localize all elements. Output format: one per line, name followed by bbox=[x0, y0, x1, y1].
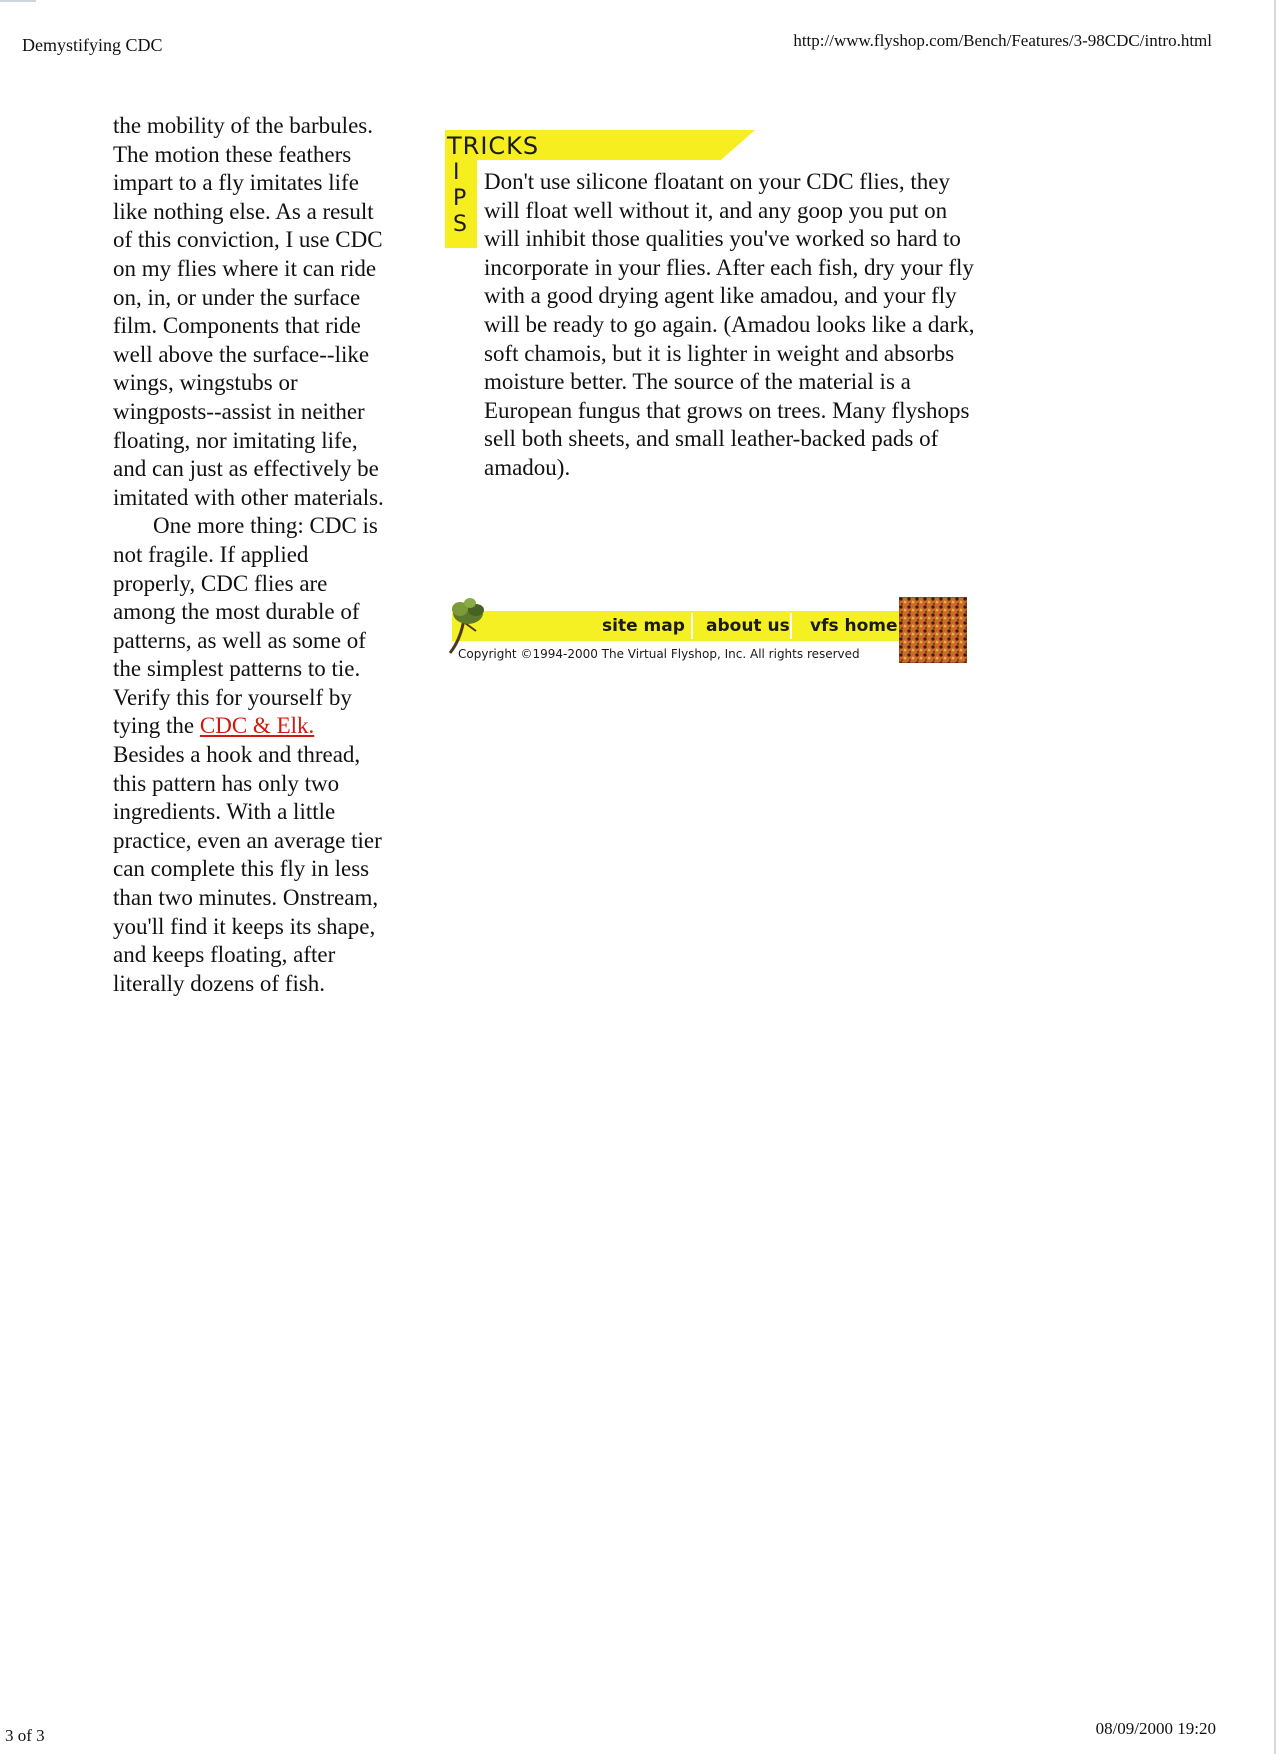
tips-letter-p: P bbox=[453, 186, 467, 211]
page-edge-top bbox=[0, 0, 36, 2]
footer-datetime: 08/09/2000 19:20 bbox=[1095, 1719, 1216, 1738]
article-paragraph-2-start: One more thing: CDC is not fragile. If applied properly, CDC flies are among the most durable of patterns, as well as some of the simplest patterns to tie. Verify this for yourself by tying the bbox=[113, 513, 378, 739]
fly-pattern-thumbnail[interactable] bbox=[899, 597, 967, 663]
nav-vfs-home-link[interactable]: vfs home bbox=[810, 616, 898, 636]
tips-text: Don't use silicone floatant on your CDC flies, they will float well without it, and any goop you put on will inhibit those qualities you've worked so hard to incorporate in your flies. After each fish, dry your fly with a good drying agent like amadou, and your fly will be ready to go again. (Amadou looks like a dark, soft chamois, but it is lighter in weight and absorbs moisture better. The source of the material is a European fungus that grows on trees. Many flyshops sell both sheets, and small leather-backed pads of amadou). bbox=[484, 169, 975, 480]
nav-about-us-link[interactable]: about us bbox=[706, 616, 790, 636]
nav-separator bbox=[691, 613, 693, 639]
nav-separator bbox=[790, 613, 792, 639]
tree-logo-icon bbox=[442, 595, 496, 655]
article-column bbox=[113, 112, 385, 998]
footer-page-number: 3 of 3 bbox=[5, 1726, 45, 1745]
nav-site-map-link[interactable]: site map bbox=[602, 616, 685, 636]
header-title: Demystifying CDC bbox=[22, 35, 163, 55]
article-paragraph-2 bbox=[113, 512, 385, 998]
tips-letter-i: I bbox=[453, 160, 460, 185]
site-navigation-bar bbox=[442, 595, 970, 667]
copyright-notice: Copyright ©1994-2000 The Virtual Flyshop, Inc. All rights reserved bbox=[458, 647, 860, 661]
tricks-label: TRICKS bbox=[447, 132, 540, 160]
tips-letter-s: S bbox=[453, 212, 467, 237]
article-paragraph-2-end: Besides a hook and thread, this pattern has only two ingredients. With a little practice, even an average tier can complete this fly in less than two minutes. Onstream, you'll find it keeps its shape, and keeps floating, after literally dozens of fish. bbox=[113, 742, 382, 996]
article-paragraph-1: the mobility of the barbules. The motion these feathers impart to a fly imitates life like nothing else. As a result of this conviction, I use CDC on my flies where it can ride on, in, or under the surface film. Components that ride well above the surface--like wings, wingstubs or wingposts--assist in neither floating, nor imitating life, and can just as effectively be imitated with other materials. bbox=[113, 113, 384, 510]
header-url: http://www.flyshop.com/Bench/Features/3-98CDC/intro.html bbox=[793, 31, 1212, 50]
cdc-elk-link[interactable]: CDC & Elk. bbox=[199, 713, 315, 739]
